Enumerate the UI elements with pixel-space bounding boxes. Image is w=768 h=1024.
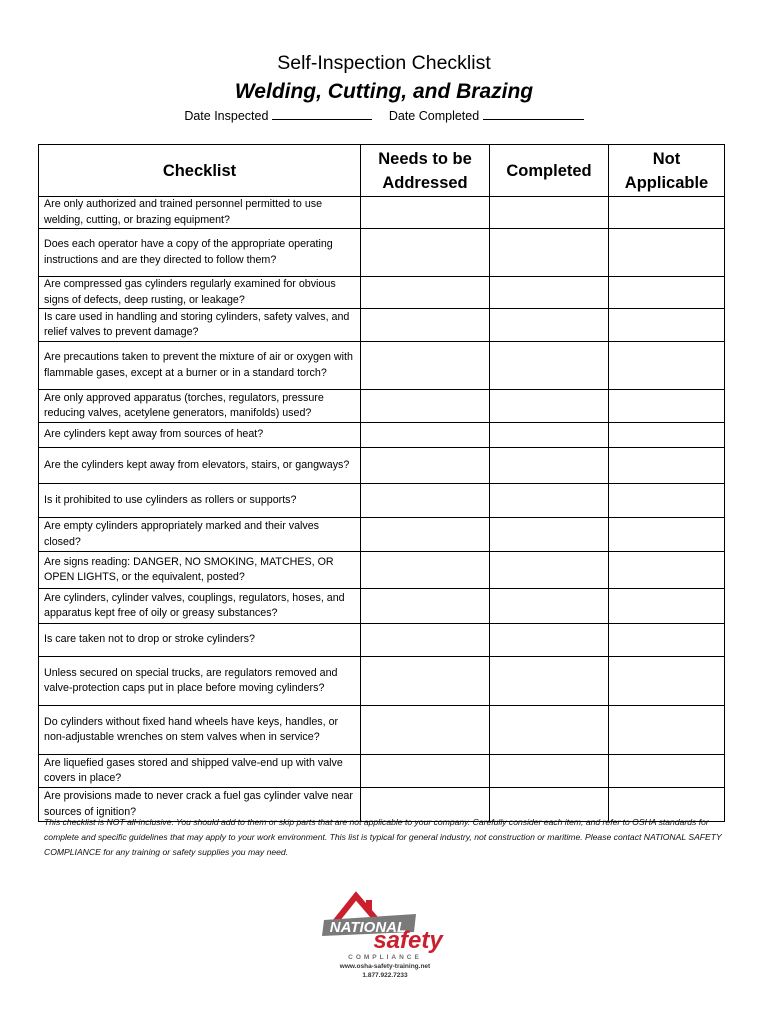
not-applicable-cell[interactable] [609, 589, 725, 624]
needs-addressed-cell[interactable] [361, 229, 490, 277]
not-applicable-cell[interactable] [609, 309, 725, 342]
needs-addressed-cell[interactable] [361, 309, 490, 342]
table-row [39, 390, 725, 423]
table-row [39, 423, 725, 448]
not-applicable-cell[interactable] [609, 657, 725, 706]
table-row [39, 484, 725, 518]
column-header-needs-addressed: Needs to be Addressed [361, 145, 490, 197]
disclaimer-footnote: This checklist is NOT all-inclusive. You should add to them or skip parts that are not applicable to your company. Carefully consider each item, and refer to OSHA standards for complete and specific guidelines that may apply to your work environment. This list is typical for general industry, not construction or maritime. Please contact NATIONAL SAFETY COMPLIANCE for any training or safety supplies you may need. [44, 817, 722, 857]
table-row [39, 448, 725, 484]
not-applicable-cell[interactable] [609, 706, 725, 755]
completed-cell[interactable] [490, 589, 609, 624]
table-row [39, 342, 725, 390]
page-subtitle: Welding, Cutting, and Brazing [234, 80, 534, 103]
not-applicable-cell[interactable] [609, 277, 725, 309]
table-header-row [39, 145, 725, 197]
needs-addressed-cell[interactable] [361, 589, 490, 624]
not-applicable-cell[interactable] [609, 423, 725, 448]
completed-cell[interactable] [490, 229, 609, 277]
not-applicable-cell[interactable] [609, 342, 725, 390]
date-completed-label: Date Completed [388, 109, 480, 123]
needs-addressed-cell[interactable] [361, 518, 490, 552]
needs-addressed-cell[interactable] [361, 423, 490, 448]
checklist-question: Is care used in handling and storing cylinders, safety valves, and relief valves to prevent damage? [39, 309, 361, 342]
needs-addressed-cell[interactable] [361, 552, 490, 589]
needs-addressed-cell[interactable] [361, 657, 490, 706]
logo-tagline: COMPLIANCE [348, 954, 422, 961]
needs-addressed-cell[interactable] [361, 484, 490, 518]
date-inspected-field[interactable] [272, 119, 372, 120]
completed-cell[interactable] [490, 484, 609, 518]
completed-cell[interactable] [490, 448, 609, 484]
date-completed-field[interactable] [483, 119, 584, 120]
needs-addressed-cell[interactable] [361, 277, 490, 309]
date-inspected-label: Date Inspected [184, 109, 269, 123]
logo-phone: 1.877.922.7233 [362, 972, 408, 979]
completed-cell[interactable] [490, 197, 609, 229]
not-applicable-cell[interactable] [609, 552, 725, 589]
not-applicable-cell[interactable] [609, 755, 725, 788]
needs-addressed-cell[interactable] [361, 448, 490, 484]
table-row [39, 277, 725, 309]
checklist-question: Are signs reading: DANGER, NO SMOKING, MATCHES, OR OPEN LIGHTS, or the equivalent, posted? [39, 552, 361, 589]
not-applicable-cell[interactable] [609, 390, 725, 423]
not-applicable-cell[interactable] [609, 229, 725, 277]
needs-addressed-cell[interactable] [361, 390, 490, 423]
checklist-question: Are precautions taken to prevent the mixture of air or oxygen with flammable gases, except at a burner or in a standard torch? [39, 342, 361, 390]
checklist-question: Are provisions made to never crack a fuel gas cylinder valve near sources of ignition? [39, 788, 361, 822]
table-row [39, 552, 725, 589]
completed-cell[interactable] [490, 518, 609, 552]
table-row [39, 706, 725, 755]
table-row [39, 518, 725, 552]
not-applicable-cell[interactable] [609, 197, 725, 229]
completed-cell[interactable] [490, 657, 609, 706]
needs-addressed-cell[interactable] [361, 342, 490, 390]
checklist-question: Are only authorized and trained personnel permitted to use welding, cutting, or brazing equipment? [39, 197, 361, 229]
checklist-question: Do cylinders without fixed hand wheels have keys, handles, or non-adjustable wrenches on stem valves when in service? [39, 706, 361, 755]
table-row [39, 197, 725, 229]
date-fields-row [0, 108, 768, 124]
completed-cell[interactable] [490, 277, 609, 309]
not-applicable-cell[interactable] [609, 624, 725, 657]
column-header-not-applicable: Not Applicable [609, 145, 725, 197]
table-row [39, 755, 725, 788]
page-title: Self-Inspection Checklist [277, 52, 491, 74]
checklist-question: Are only approved apparatus (torches, regulators, pressure reducing valves, acetylene generators, manifolds) used? [39, 390, 361, 423]
completed-cell[interactable] [490, 309, 609, 342]
checklist-question: Does each operator have a copy of the appropriate operating instructions and are they directed to follow them? [39, 229, 361, 277]
checklist-question: Are cylinders, cylinder valves, couplings, regulators, hoses, and apparatus kept free of oily or greasy substances? [39, 589, 361, 624]
national-safety-logo [318, 890, 452, 990]
completed-cell[interactable] [490, 390, 609, 423]
completed-cell[interactable] [490, 423, 609, 448]
checklist-question: Are cylinders kept away from sources of heat? [39, 423, 361, 448]
needs-addressed-cell[interactable] [361, 624, 490, 657]
checklist-table [38, 144, 725, 822]
logo-mark-icon [318, 890, 452, 954]
logo-url: www.osha-safety-training.net [339, 963, 431, 970]
table-row [39, 229, 725, 277]
needs-addressed-cell[interactable] [361, 755, 490, 788]
table-row [39, 624, 725, 657]
completed-cell[interactable] [490, 624, 609, 657]
checklist-question: Is care taken not to drop or stroke cylinders? [39, 624, 361, 657]
checklist-question: Are liquefied gases stored and shipped valve-end up with valve covers in place? [39, 755, 361, 788]
completed-cell[interactable] [490, 552, 609, 589]
completed-cell[interactable] [490, 755, 609, 788]
needs-addressed-cell[interactable] [361, 706, 490, 755]
not-applicable-cell[interactable] [609, 518, 725, 552]
column-header-completed: Completed [490, 145, 609, 197]
table-row [39, 309, 725, 342]
checklist-question: Are compressed gas cylinders regularly examined for obvious signs of defects, deep rusting, or leakage? [39, 277, 361, 309]
completed-cell[interactable] [490, 706, 609, 755]
column-header-checklist: Checklist [39, 145, 361, 197]
checklist-question: Is it prohibited to use cylinders as rollers or supports? [39, 484, 361, 518]
not-applicable-cell[interactable] [609, 448, 725, 484]
checklist-question: Unless secured on special trucks, are regulators removed and valve-protection caps put in place before moving cylinders? [39, 657, 361, 706]
needs-addressed-cell[interactable] [361, 197, 490, 229]
svg-text:NATIONAL: NATIONAL [329, 919, 407, 936]
not-applicable-cell[interactable] [609, 484, 725, 518]
checklist-question: Are empty cylinders appropriately marked and their valves closed? [39, 518, 361, 552]
table-row [39, 657, 725, 706]
table-row [39, 589, 725, 624]
svg-text:safety: safety [373, 927, 443, 954]
checklist-question: Are the cylinders kept away from elevators, stairs, or gangways? [39, 448, 361, 484]
completed-cell[interactable] [490, 342, 609, 390]
